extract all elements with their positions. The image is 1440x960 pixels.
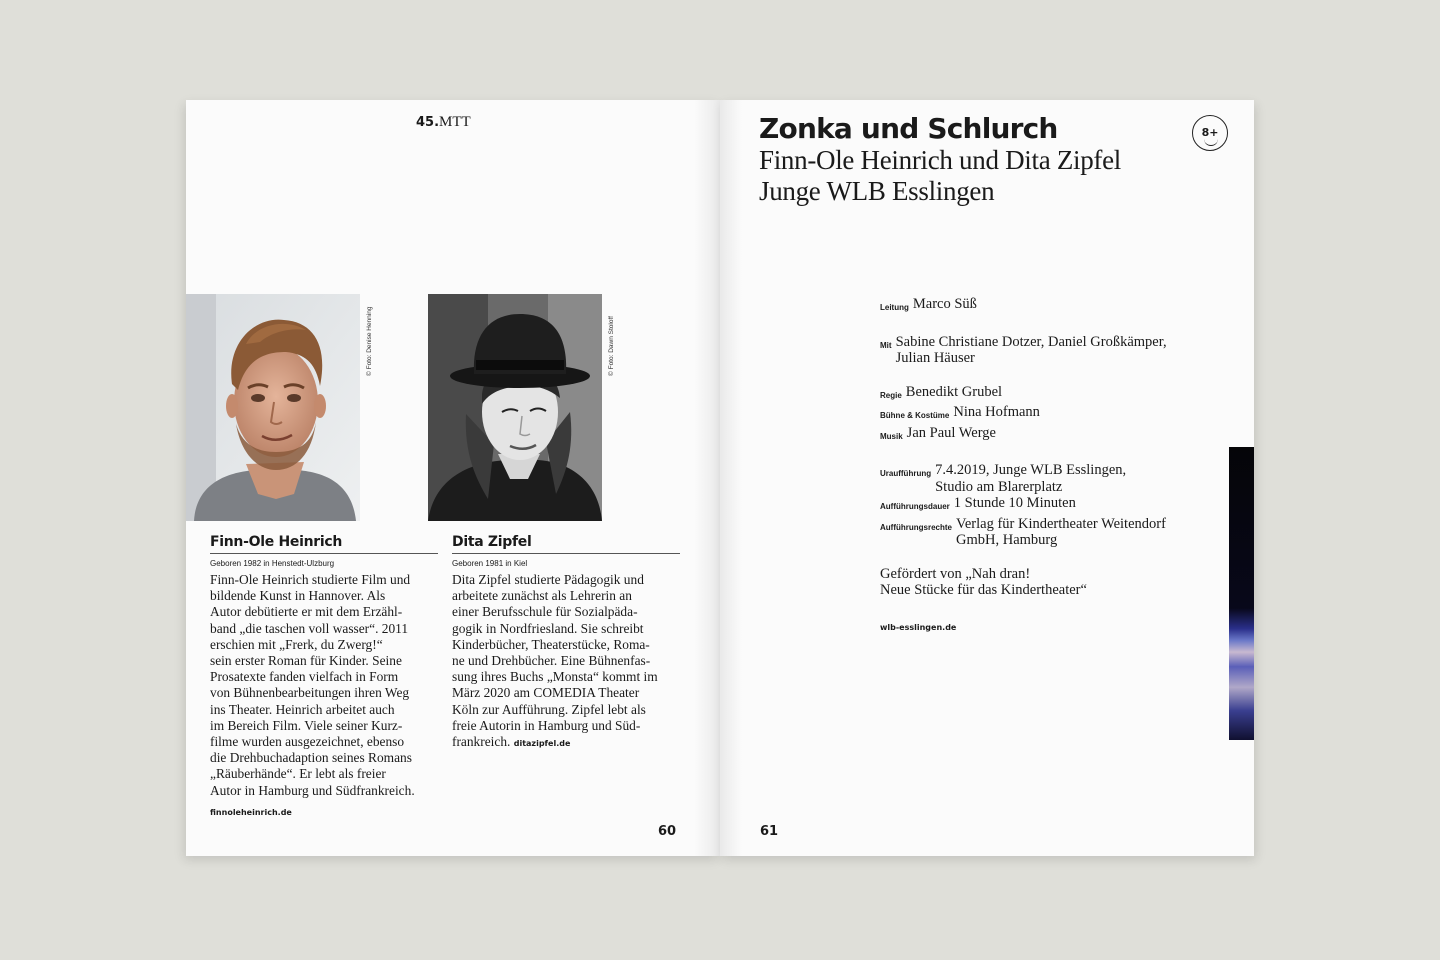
- credit-musik: [880, 425, 1220, 446]
- page-number-left: 60: [658, 824, 677, 839]
- gutter-shadow: [694, 100, 720, 856]
- bio-line: filme wurden ausgezeichnet, ebenso: [210, 734, 405, 750]
- bio-line: ins Theater. Heinrich arbeitet auch: [210, 701, 395, 717]
- credit-value: 7.4.2019, Junge WLB Esslingen,: [935, 462, 1127, 478]
- bio-name: Finn-Ole Heinrich: [210, 534, 438, 554]
- portrait-photo-finn-ole-heinrich: [186, 294, 360, 521]
- production-title: Zonka und Schlurch: [759, 112, 1058, 145]
- credit-auffuehrungsdauer: [880, 495, 1220, 516]
- subtitle-line: Finn-Ole Heinrich und Dita Zipfel: [759, 145, 1122, 175]
- bio-line: einer Berufsschule für Sozialpäda-: [452, 604, 638, 620]
- credit-mit: [880, 334, 1220, 367]
- bio-dita-zipfel: [452, 534, 680, 752]
- bio-born: Geboren 1982 in Henstedt-Ulzburg: [210, 559, 335, 568]
- bio-line: „Räuberhände“. Er lebt als freier: [210, 766, 386, 782]
- credit-value: Benedikt Grubel: [905, 383, 1003, 400]
- subtitle-line: Junge WLB Esslingen: [759, 176, 995, 206]
- credit-value: GmbH, Hamburg: [956, 532, 1058, 548]
- portrait-photo-dita-zipfel: [428, 294, 602, 521]
- credit-key: Aufführungsrechte: [880, 522, 952, 532]
- credit-value: 1 Stunde 10 Minuten: [953, 495, 1076, 511]
- credit-urauffuehrung: [880, 462, 1220, 495]
- funding-line: Gefördert von „Nah dran!: [880, 565, 1031, 582]
- bio-website-link[interactable]: ditazipfel.de: [513, 739, 571, 749]
- bio-line: gogik in Nordfriesland. Sie schreibt: [452, 620, 644, 636]
- gutter-shadow: [720, 100, 742, 856]
- bio-line: von Bühnenbearbeitungen ihren Weg: [210, 685, 410, 701]
- credit-key: Regie: [880, 390, 902, 400]
- photo-credit-1: [366, 294, 376, 394]
- bio-line: die Drehbuchadaption seines Romans: [210, 750, 412, 766]
- bio-line: bildende Kunst in Hannover. Als: [210, 588, 386, 604]
- photo-credit-text: © Foto: Denise Henning: [366, 306, 373, 376]
- bio-text: [210, 572, 438, 799]
- credit-key: Leitung: [880, 303, 909, 312]
- bio-line: sung ihres Buchs „Monsta“ kommt im: [452, 669, 658, 685]
- credit-value: Verlag für Kindertheater Weitendorf: [956, 515, 1166, 532]
- credit-value: Marco Süß: [912, 296, 977, 312]
- bio-line: Prosatexte fanden vielfach in Form: [210, 669, 399, 685]
- bio-line: sein erster Roman für Kinder. Seine: [210, 653, 402, 669]
- bio-line: Autor debütierte er mit dem Erzähl-: [210, 604, 403, 620]
- bio-line: Autor in Hamburg und Südfrankreich.: [210, 782, 415, 798]
- bio-line: März 2020 am COMEDIA Theater: [452, 685, 640, 701]
- bio-line: Dita Zipfel studierte Pädagogik und: [452, 572, 644, 587]
- credit-key: Musik: [880, 431, 903, 441]
- credit-auffuehrungsrechte: [880, 516, 1220, 549]
- right-page: [720, 100, 1254, 856]
- funding-line: Neue Stücke für das Kindertheater“: [880, 582, 1087, 598]
- credit-key: Aufführungsdauer: [880, 502, 950, 511]
- age-badge: [1192, 115, 1228, 151]
- left-page: [186, 100, 720, 856]
- credit-value: Jan Paul Werge: [906, 424, 996, 441]
- bio-line: erschien mit „Frerk, du Zwerg!“: [210, 636, 383, 652]
- funding-note: [880, 566, 1220, 599]
- stage-photo-edge: [1229, 447, 1254, 740]
- bio-website-link[interactable]: finnoleheinrich.de: [210, 807, 292, 817]
- smile-icon: [1204, 139, 1218, 146]
- credit-value: Studio am Blarerplatz: [935, 478, 1063, 495]
- credit-value: Sabine Christiane Dotzer, Daniel Großkämper,: [895, 333, 1167, 350]
- running-head-label: MTT: [439, 114, 471, 130]
- age-badge-label: 8+: [1201, 126, 1219, 139]
- bio-born: Geboren 1981 in Kiel: [452, 559, 528, 568]
- bio-finn-ole-heinrich: [210, 534, 438, 820]
- bio-name: Dita Zipfel: [452, 534, 680, 554]
- bio-line: Kinderbücher, Theaterstücke, Roma-: [452, 636, 650, 652]
- bio-line: Köln zur Aufführung. Zipfel lebt als: [452, 701, 646, 717]
- photo-credit-2: [608, 294, 618, 394]
- credit-key: Bühne & Kostüme: [880, 411, 950, 420]
- running-head-number: 45.: [416, 115, 440, 130]
- bio-line: im Bereich Film. Viele seiner Kurz-: [210, 717, 403, 733]
- credit-value: Julian Häuser: [895, 350, 975, 366]
- bio-line: ne und Drehbücher. Eine Bühnenfas-: [452, 653, 651, 669]
- bio-line: freie Autorin in Hamburg und Süd-: [452, 717, 641, 733]
- credit-key: Mit: [880, 340, 892, 350]
- bio-line: Finn-Ole Heinrich studierte Film und: [210, 572, 411, 587]
- running-head: [416, 114, 471, 131]
- production-subtitle: [759, 145, 1121, 207]
- credit-value: Nina Hofmann: [953, 404, 1040, 420]
- bio-line: arbeitete zunächst als Lehrerin an: [452, 588, 632, 604]
- production-credits: [880, 296, 1220, 636]
- bio-text: [452, 572, 680, 752]
- website-link[interactable]: wlb-esslingen.de: [880, 622, 957, 632]
- credit-regie: [880, 384, 1220, 405]
- bio-line: frankreich.: [452, 734, 511, 750]
- photo-credit-text: © Foto: Dawn Stoloff: [608, 316, 615, 376]
- credit-buehne-kostueme: [880, 404, 1220, 425]
- credit-key: Uraufführung: [880, 469, 932, 478]
- bio-line: band „die taschen voll wasser“. 2011: [210, 620, 409, 636]
- page-number-right: 61: [760, 824, 779, 839]
- credit-leitung: [880, 296, 1220, 317]
